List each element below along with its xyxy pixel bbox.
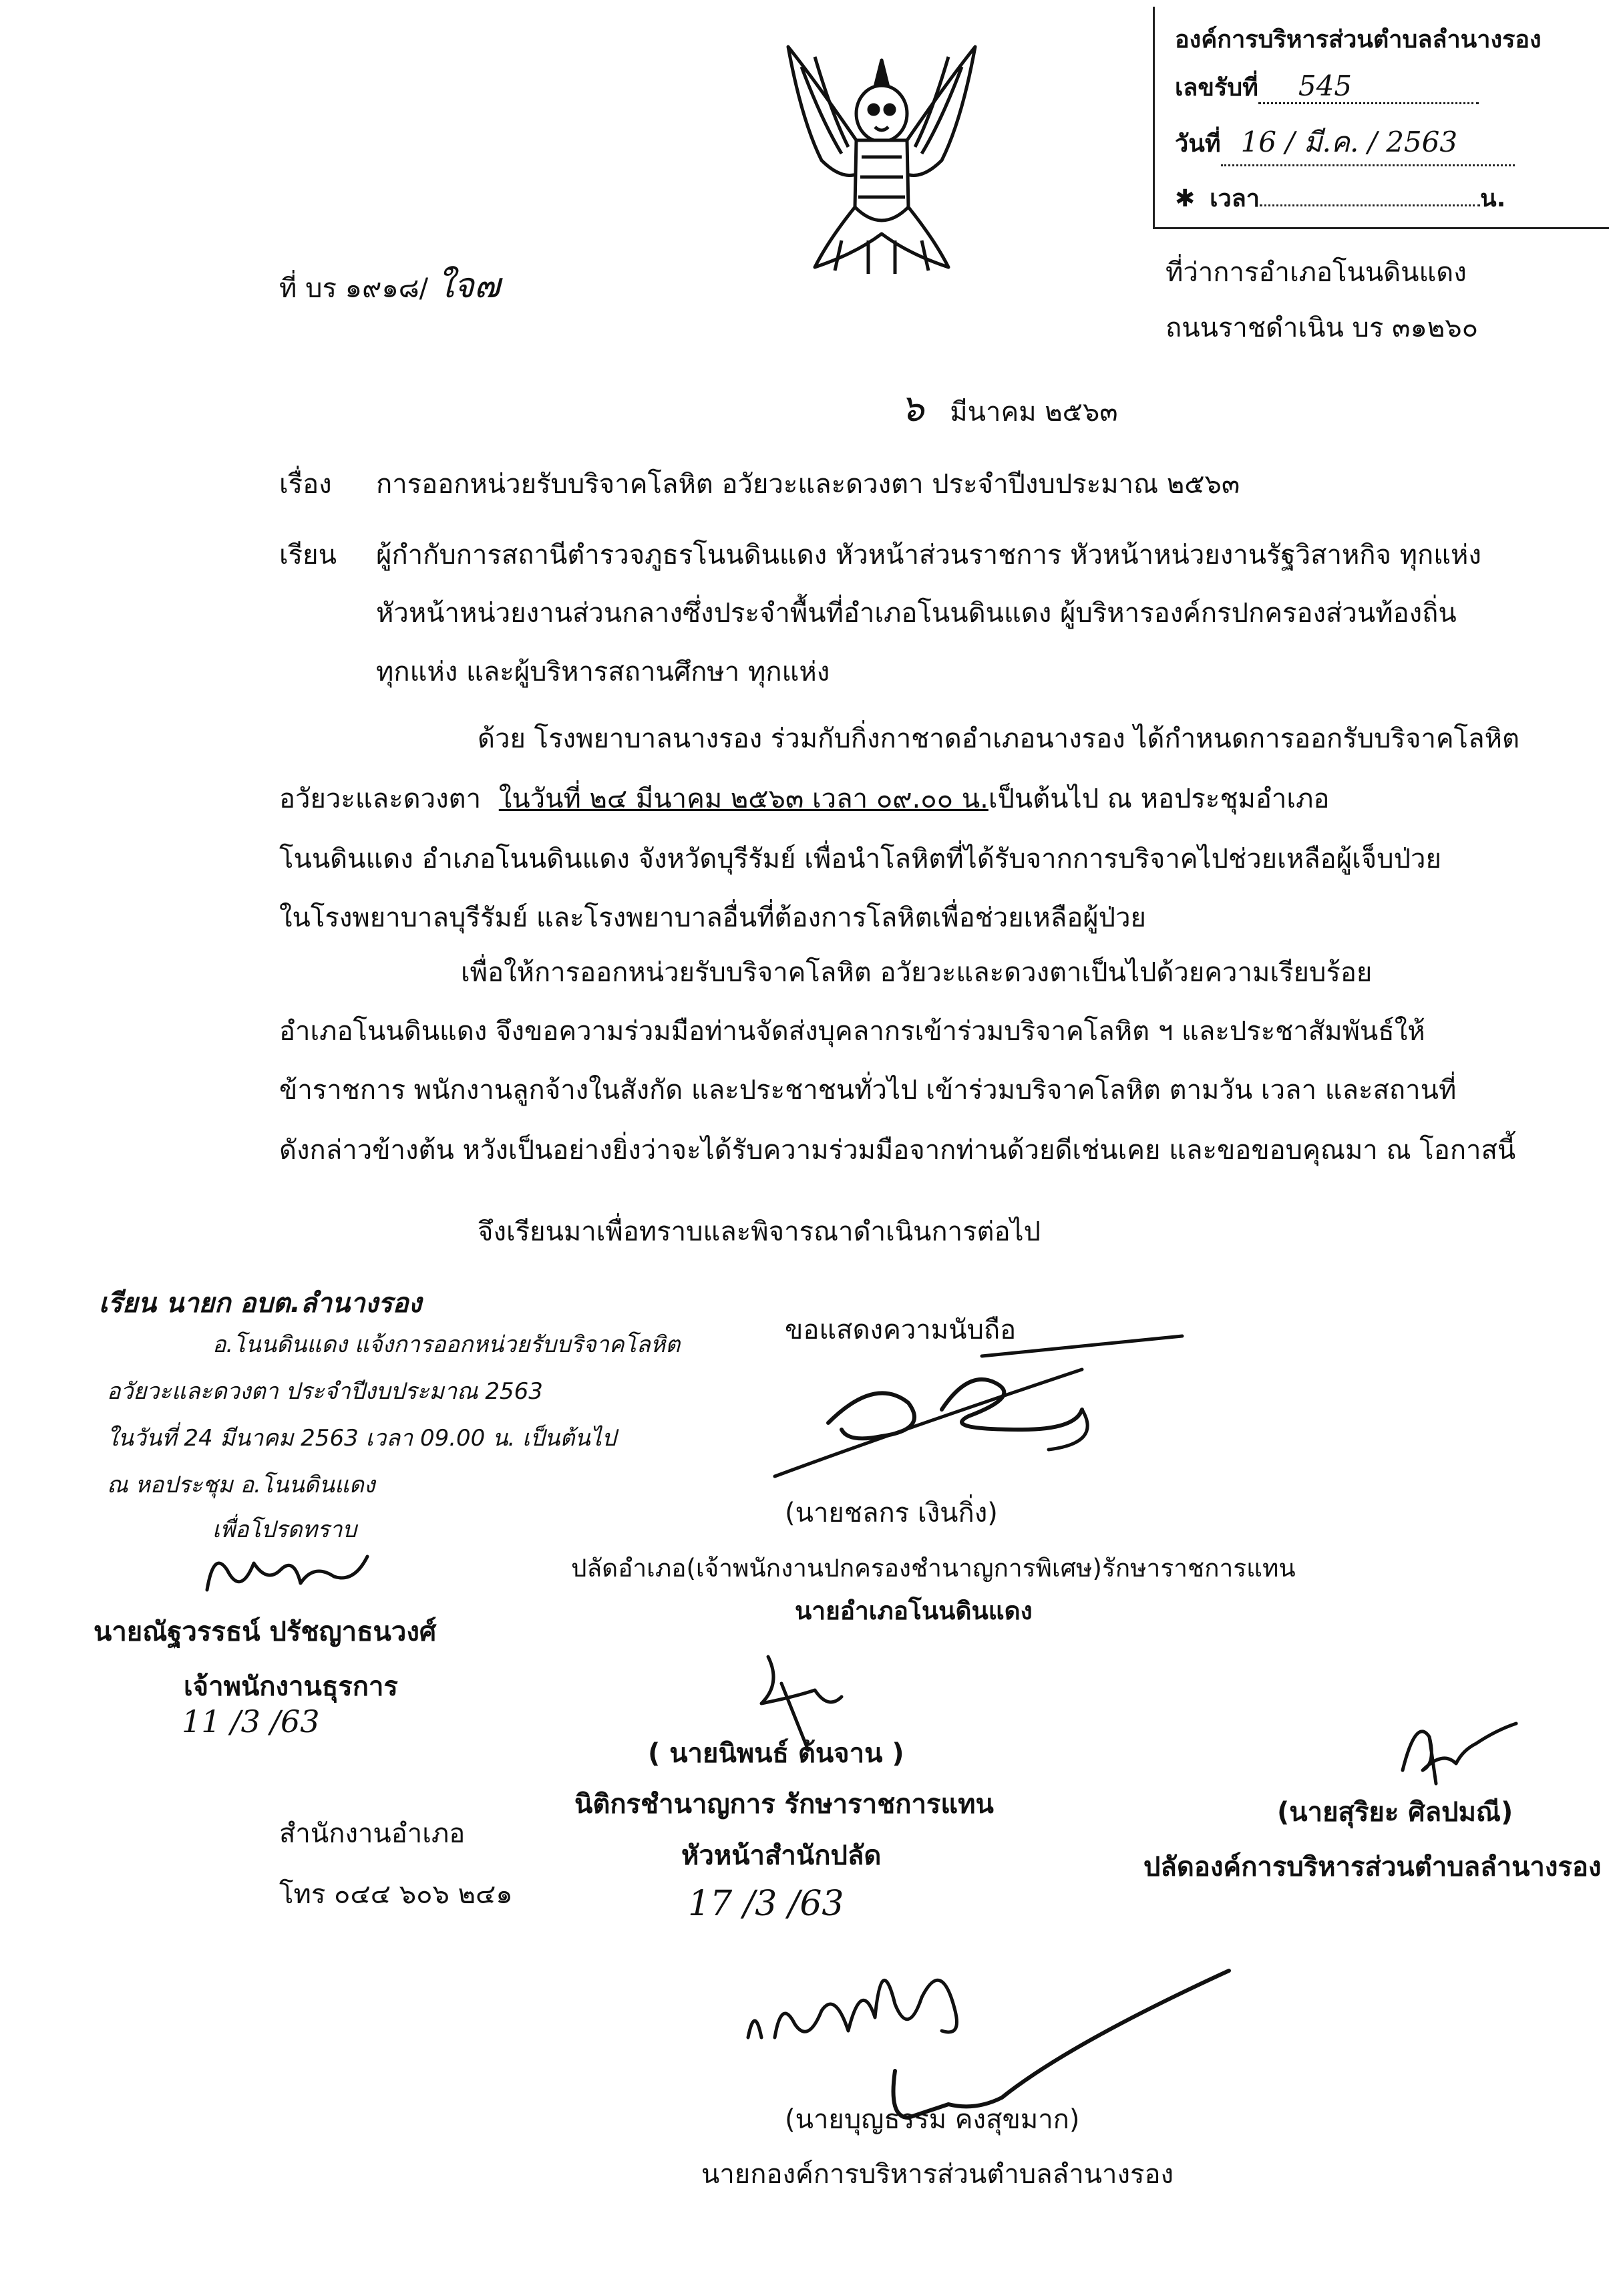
- reference-number-handwritten: ใจ๗: [436, 266, 500, 306]
- subject-text: การออกหน่วยรับบริจาคโลหิต อวัยวะและดวงตา ประจำปีงบประมาณ ๒๕๖๓: [376, 469, 1240, 500]
- office-address-line2: ถนนราชดำเนิน บร ๓๑๒๖๐: [1166, 313, 1479, 343]
- body-p1-line3: โนนดินแดง อำเภอโนนดินแดง จังหวัดบุรีรัมย์ เพื่อนำโลหิตที่ได้รับจากการบริจาคไปช่วยเหลือผู้เจ็บป่วย: [279, 844, 1441, 874]
- body-p1-line1: ด้วย โรงพยาบาลนางรอง ร่วมกับกิ่งกาชาดอำเภอนางรอง ได้กำหนดการออกรับบริจาคโลหิต: [478, 723, 1520, 754]
- memo-signer-position: เจ้าพนักงานธุรการ: [184, 1671, 398, 1702]
- district-chief-position2: นายอำเภอโนนดินแดง: [795, 1597, 1033, 1625]
- body-p2-line3: ข้าราชการ พนักงานลูกจ้างในสังกัด และประชาชนทั่วไป เข้าร่วมบริจาคโลหิต ตามวัน เวลา และสถานที่: [279, 1075, 1457, 1106]
- closing-salutation: ขอแสดงความนับถือ: [785, 1315, 1017, 1345]
- body-p2-line1: เพื่อให้การออกหน่วยรับบริจาคโลหิต อวัยวะและดวงตาเป็นไปด้วยความเรียบร้อย: [461, 957, 1373, 988]
- garuda-emblem: [775, 40, 989, 281]
- legal-officer-name: ( นายนิพนธ์ ต้นจาน ): [648, 1738, 904, 1769]
- mayor-name: (นายบุญธรรม คงสุขมาก): [785, 2104, 1080, 2135]
- stamp-date-label: วันที่: [1175, 130, 1221, 158]
- to-line1: ผู้กำกับการสถานีตำรวจภูธรโนนดินแดง หัวหน้าส่วนราชการ หัวหน้าหน่วยงานรัฐวิสาหกิจ ทุกแห่ง: [376, 540, 1481, 570]
- legal-officer-date-handwritten: 17 /3 /63: [688, 1884, 844, 1924]
- memo-line5: เพื่อโปรดทราบ: [212, 1516, 357, 1543]
- district-chief-signature: [768, 1329, 1196, 1483]
- letter-date-day: ๖: [900, 387, 924, 430]
- memo-signature: [200, 1543, 374, 1603]
- office-address-line1: ที่ว่าการอำเภอโนนดินแดง: [1166, 257, 1467, 288]
- letter-date: [900, 378, 1118, 438]
- to-line2: หัวหน้าหน่วยงานส่วนกลางซึ่งประจำพื้นที่อำเภอโนนดินแดง ผู้บริหารองค์กรปกครองส่วนท้องถิ่น: [376, 598, 1457, 629]
- memo-line1: อ.โนนดินแดง แจ้งการออกหน่วยรับบริจาคโลหิต: [212, 1331, 681, 1358]
- body-p1-line4: ในโรงพยาบาลบุรีรัมย์ และโรงพยาบาลอื่นที่ต้องการโลหิตเพื่อช่วยเหลือผู้ป่วย: [279, 903, 1146, 933]
- memo-line4: ณ หอประชุม อ.โนนดินแดง: [107, 1472, 375, 1498]
- reference-number: ที่ บร ๑๙๑๘/ ใจ๗: [279, 266, 500, 306]
- subject-label: เรื่อง: [279, 469, 332, 500]
- district-chief-position1: ปลัดอำเภอ(เจ้าพนักงานปกครองชำนาญการพิเศษ)รักษาราชการแทน: [571, 1554, 1296, 1583]
- receiving-stamp: [1153, 7, 1609, 229]
- legal-officer-position1: นิติกรชำนาญการ รักษาราชการแทน: [574, 1789, 994, 1820]
- body-p1-line2: อวัยวะและดวงตา ในวันที่ ๒๔ มีนาคม ๒๕๖๓ เวลา ๐๙.๐๐ น.เป็นต้นไป ณ หอประชุมอำเภอ: [279, 784, 1330, 814]
- stamp-date-value: 16 / มี.ค. / 2563: [1240, 126, 1458, 158]
- memo-signer-name: นายณัฐวรรธน์ ปรัชญาธนวงศ์: [94, 1617, 437, 1647]
- deputy-position: ปลัดองค์การบริหารส่วนตำบลลำนางรอง: [1143, 1852, 1602, 1882]
- memo-line2: อวัยวะและดวงตา ประจำปีงบประมาณ 2563: [107, 1378, 543, 1405]
- district-chief-name: (นายชลกร เงินกิ่ง): [785, 1498, 998, 1528]
- letter-date-month-year: มีนาคม ๒๕๖๓: [950, 397, 1118, 428]
- event-date-underlined: ในวันที่ ๒๔ มีนาคม ๒๕๖๓ เวลา ๐๙.๐๐ น.: [498, 784, 989, 814]
- memo-title: เรียน นายก อบต.ลำนางรอง: [99, 1288, 422, 1319]
- deputy-signature: [1389, 1710, 1523, 1790]
- stamp-receive-no-label: เลขรับที่: [1175, 74, 1258, 102]
- to-line3: ทุกแห่ง และผู้บริหารสถานศึกษา ทุกแห่ง: [376, 657, 830, 687]
- memo-date-handwritten: 11 /3 /63: [182, 1703, 320, 1740]
- deputy-name: (นายสุริยะ ศิลปมณี): [1277, 1797, 1513, 1828]
- stamp-time-suffix: น.: [1479, 185, 1506, 212]
- stamp-bullet-icon: ✱: [1175, 185, 1196, 212]
- mayor-position: นายกองค์การบริหารส่วนตำบลลำนางรอง: [701, 2159, 1174, 2190]
- footer-phone: โทร ๐๔๔ ๖๐๖ ๒๔๑: [279, 1879, 513, 1910]
- legal-officer-position2: หัวหน้าสำนักปลัด: [681, 1840, 882, 1871]
- body-p2-line4: ดังกล่าวข้างต้น หวังเป็นอย่างยิ่งว่าจะได้รับความร่วมมือจากท่านด้วยดีเช่นเคย และขอขอบคุณมา ณ โอกาสนี้: [279, 1135, 1516, 1166]
- footer-office: สำนักงานอำเภอ: [279, 1818, 466, 1849]
- to-label: เรียน: [279, 540, 337, 570]
- memo-line3: ในวันที่ 24 มีนาคม 2563 เวลา 09.00 น. เป็นต้นไป: [107, 1425, 616, 1452]
- stamp-receive-no: 545: [1298, 69, 1353, 102]
- body-p2-line2: อำเภอโนนดินแดง จึงขอความร่วมมือท่านจัดส่งบุคลากรเข้าร่วมบริจาคโลหิต ฯ และประชาสัมพันธ์ให้: [279, 1016, 1425, 1047]
- stamp-org: องค์การบริหารส่วนตำบลลำนางรอง: [1175, 26, 1542, 53]
- body-closing: จึงเรียนมาเพื่อทราบและพิจารณาดำเนินการต่อไป: [478, 1216, 1041, 1247]
- stamp-time-label: เวลา: [1210, 185, 1260, 212]
